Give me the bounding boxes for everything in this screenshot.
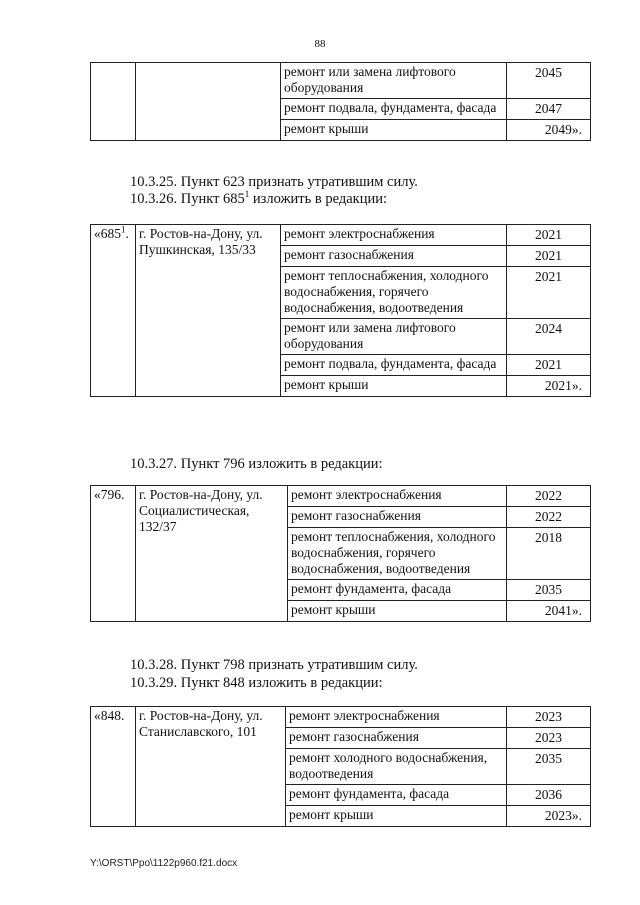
year-cell: 2023 bbox=[507, 707, 591, 728]
year-cell: 2018 bbox=[507, 528, 591, 580]
year-cell: 2021 bbox=[507, 355, 591, 376]
footer-file-path: Y:\ORST\Ppo\1122p960.f21.docx bbox=[90, 858, 238, 869]
year-cell: 2023». bbox=[507, 806, 591, 827]
work-cell: ремонт электроснабжения bbox=[286, 707, 507, 728]
year-cell: 2036 bbox=[507, 785, 591, 806]
number-cell bbox=[91, 63, 136, 141]
year-cell: 2021 bbox=[507, 267, 591, 319]
work-cell: ремонт электроснабжения bbox=[281, 225, 507, 246]
paragraph-10-3-29: 10.3.29. Пункт 848 изложить в редакции: bbox=[130, 675, 383, 691]
year-cell: 2035 bbox=[507, 749, 591, 785]
table-top-continuation bbox=[90, 62, 591, 141]
table-row bbox=[91, 707, 591, 728]
paragraph-10-3-27: 10.3.27. Пункт 796 изложить в редакции: bbox=[130, 456, 383, 472]
year-cell: 2022 bbox=[507, 486, 591, 507]
table-685 bbox=[90, 224, 591, 397]
work-cell: ремонт крыши bbox=[281, 120, 507, 141]
table-row bbox=[91, 225, 591, 246]
work-cell: ремонт или замена лифтового оборудования bbox=[281, 319, 507, 355]
address-cell bbox=[136, 63, 281, 141]
page-number: 88 bbox=[314, 38, 326, 50]
table-796 bbox=[90, 485, 591, 622]
year-cell: 2041». bbox=[507, 601, 591, 622]
table-848 bbox=[90, 706, 591, 827]
work-cell: ремонт подвала, фундамента, фасада bbox=[281, 355, 507, 376]
number-cell: «796. bbox=[91, 486, 136, 622]
year-cell: 2024 bbox=[507, 319, 591, 355]
work-cell: ремонт крыши bbox=[288, 601, 507, 622]
year-cell: 2022 bbox=[507, 507, 591, 528]
paragraph-10-3-25: 10.3.25. Пункт 623 признать утратившим силу. bbox=[130, 174, 418, 190]
address-cell: г. Ростов-на-Дону, ул. Станиславского, 101 bbox=[136, 707, 286, 827]
work-cell: ремонт фундамента, фасада bbox=[286, 785, 507, 806]
work-cell: ремонт холодного водоснабжения, водоотведения bbox=[286, 749, 507, 785]
work-cell: ремонт крыши bbox=[286, 806, 507, 827]
work-cell: ремонт теплоснабжения, холодного водоснабжения, горячего водоснабжения, водоотведения bbox=[288, 528, 507, 580]
year-cell: 2021». bbox=[507, 376, 591, 397]
work-cell: ремонт или замена лифтового оборудования bbox=[281, 63, 507, 99]
work-cell: ремонт газоснабжения bbox=[286, 728, 507, 749]
table-row bbox=[91, 486, 591, 507]
year-cell: 2021 bbox=[507, 246, 591, 267]
work-cell: ремонт подвала, фундамента, фасада bbox=[281, 99, 507, 120]
work-cell: ремонт крыши bbox=[281, 376, 507, 397]
paragraph-10-3-28: 10.3.28. Пункт 798 признать утратившим силу. bbox=[130, 657, 418, 673]
address-cell: г. Ростов-на-Дону, ул. Пушкинская, 135/33 bbox=[136, 225, 281, 397]
work-cell: ремонт газоснабжения bbox=[288, 507, 507, 528]
year-cell: 2021 bbox=[507, 225, 591, 246]
number-cell: «$685^1$. bbox=[91, 225, 136, 397]
year-cell: 2045 bbox=[507, 63, 591, 99]
year-cell: 2049». bbox=[507, 120, 591, 141]
work-cell: ремонт фундамента, фасада bbox=[288, 580, 507, 601]
work-cell: ремонт теплоснабжения, холодного водоснабжения, горячего водоснабжения, водоотведения bbox=[281, 267, 507, 319]
number-cell: «848. bbox=[91, 707, 136, 827]
paragraph-10-3-26: 10.3.26. Пункт $685^1$ изложить в редакции: bbox=[130, 189, 388, 207]
table-row bbox=[91, 63, 591, 99]
work-cell: ремонт газоснабжения bbox=[281, 246, 507, 267]
year-cell: 2023 bbox=[507, 728, 591, 749]
work-cell: ремонт электроснабжения bbox=[288, 486, 507, 507]
year-cell: 2035 bbox=[507, 580, 591, 601]
year-cell: 2047 bbox=[507, 99, 591, 120]
address-cell: г. Ростов-на-Дону, ул. Социалистическая, 132/37 bbox=[136, 486, 288, 622]
